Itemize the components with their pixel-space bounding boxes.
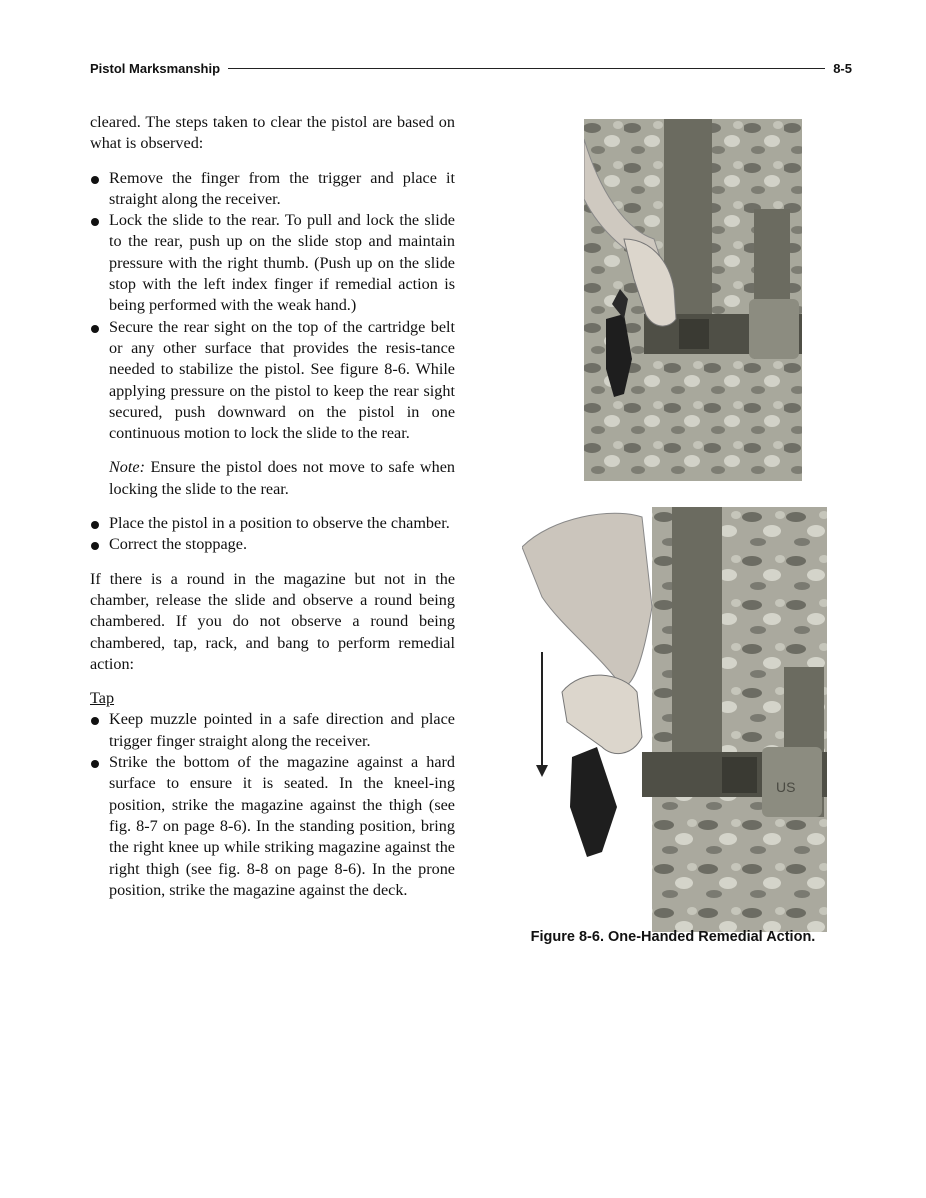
list-item: Keep muzzle pointed in a safe direction and place trigger finger straight along the receiver. [90,709,455,752]
header-title: Pistol Marksmanship [90,60,221,76]
clearing-steps-list [90,168,455,445]
list-item: Remove the finger from the trigger and place it straight along the receiver. [90,168,455,211]
page-number: 8-5 [833,60,852,76]
text-column [90,112,455,914]
tap-heading: Tap [90,689,115,708]
figure-photo-top [584,119,802,481]
list-item: Strike the bottom of the magazine against a hard surface to ensure it is seated. In the kneel-ing position, strike the magazine against the thigh (see fig. 8-7 on page 8-6). In the standing position, bring the right knee up while striking magazine against the right thigh (see fig. 8-8 on page 8-6). In the prone position, strike the magazine against the deck. [90,752,455,901]
figure-caption: Figure 8-6. One-Handed Remedial Action. [530,929,816,945]
tap-steps-list [90,709,455,901]
observe-steps-list [90,513,455,556]
intro-paragraph: cleared. The steps taken to clear the pistol are based on what is observed: [90,113,455,153]
list-item: Secure the rear sight on the top of the cartridge belt or any other surface that provides the resis-tance needed to stabilize the pistol. See figure 8-6. While applying pressure on the pistol to keep the rear sight secured, push downward on the pistol in one continuous motion to lock the slide to the rear. [90,317,455,445]
header-rule [228,68,825,69]
figure-photo-bottom [522,507,827,932]
note-text: Ensure the pistol does not move to safe when locking the slide to the rear. [109,458,455,498]
list-item: Lock the slide to the rear. To pull and lock the slide to the rear, push up on the slide stop and maintain pressure with the right thumb. (Push up on the slide stop with the left index finger if remedial action is being performed with the weak hand.) [90,210,455,316]
round-paragraph: If there is a round in the magazine but not in the chamber, release the slide and observe a round being chambered. If you do not observe a round being chambered, tap, rack, and bang to perform remedial action: [90,569,455,673]
running-header [90,58,852,78]
list-item: Correct the stoppage. [90,534,455,555]
note-label: Note: [109,458,145,477]
pouch-marking: US [776,779,796,795]
note [90,457,455,500]
photo-top-illustration [584,119,802,481]
photo-bottom-illustration [522,507,827,932]
list-item: Place the pistol in a position to observe the chamber. [90,513,455,534]
